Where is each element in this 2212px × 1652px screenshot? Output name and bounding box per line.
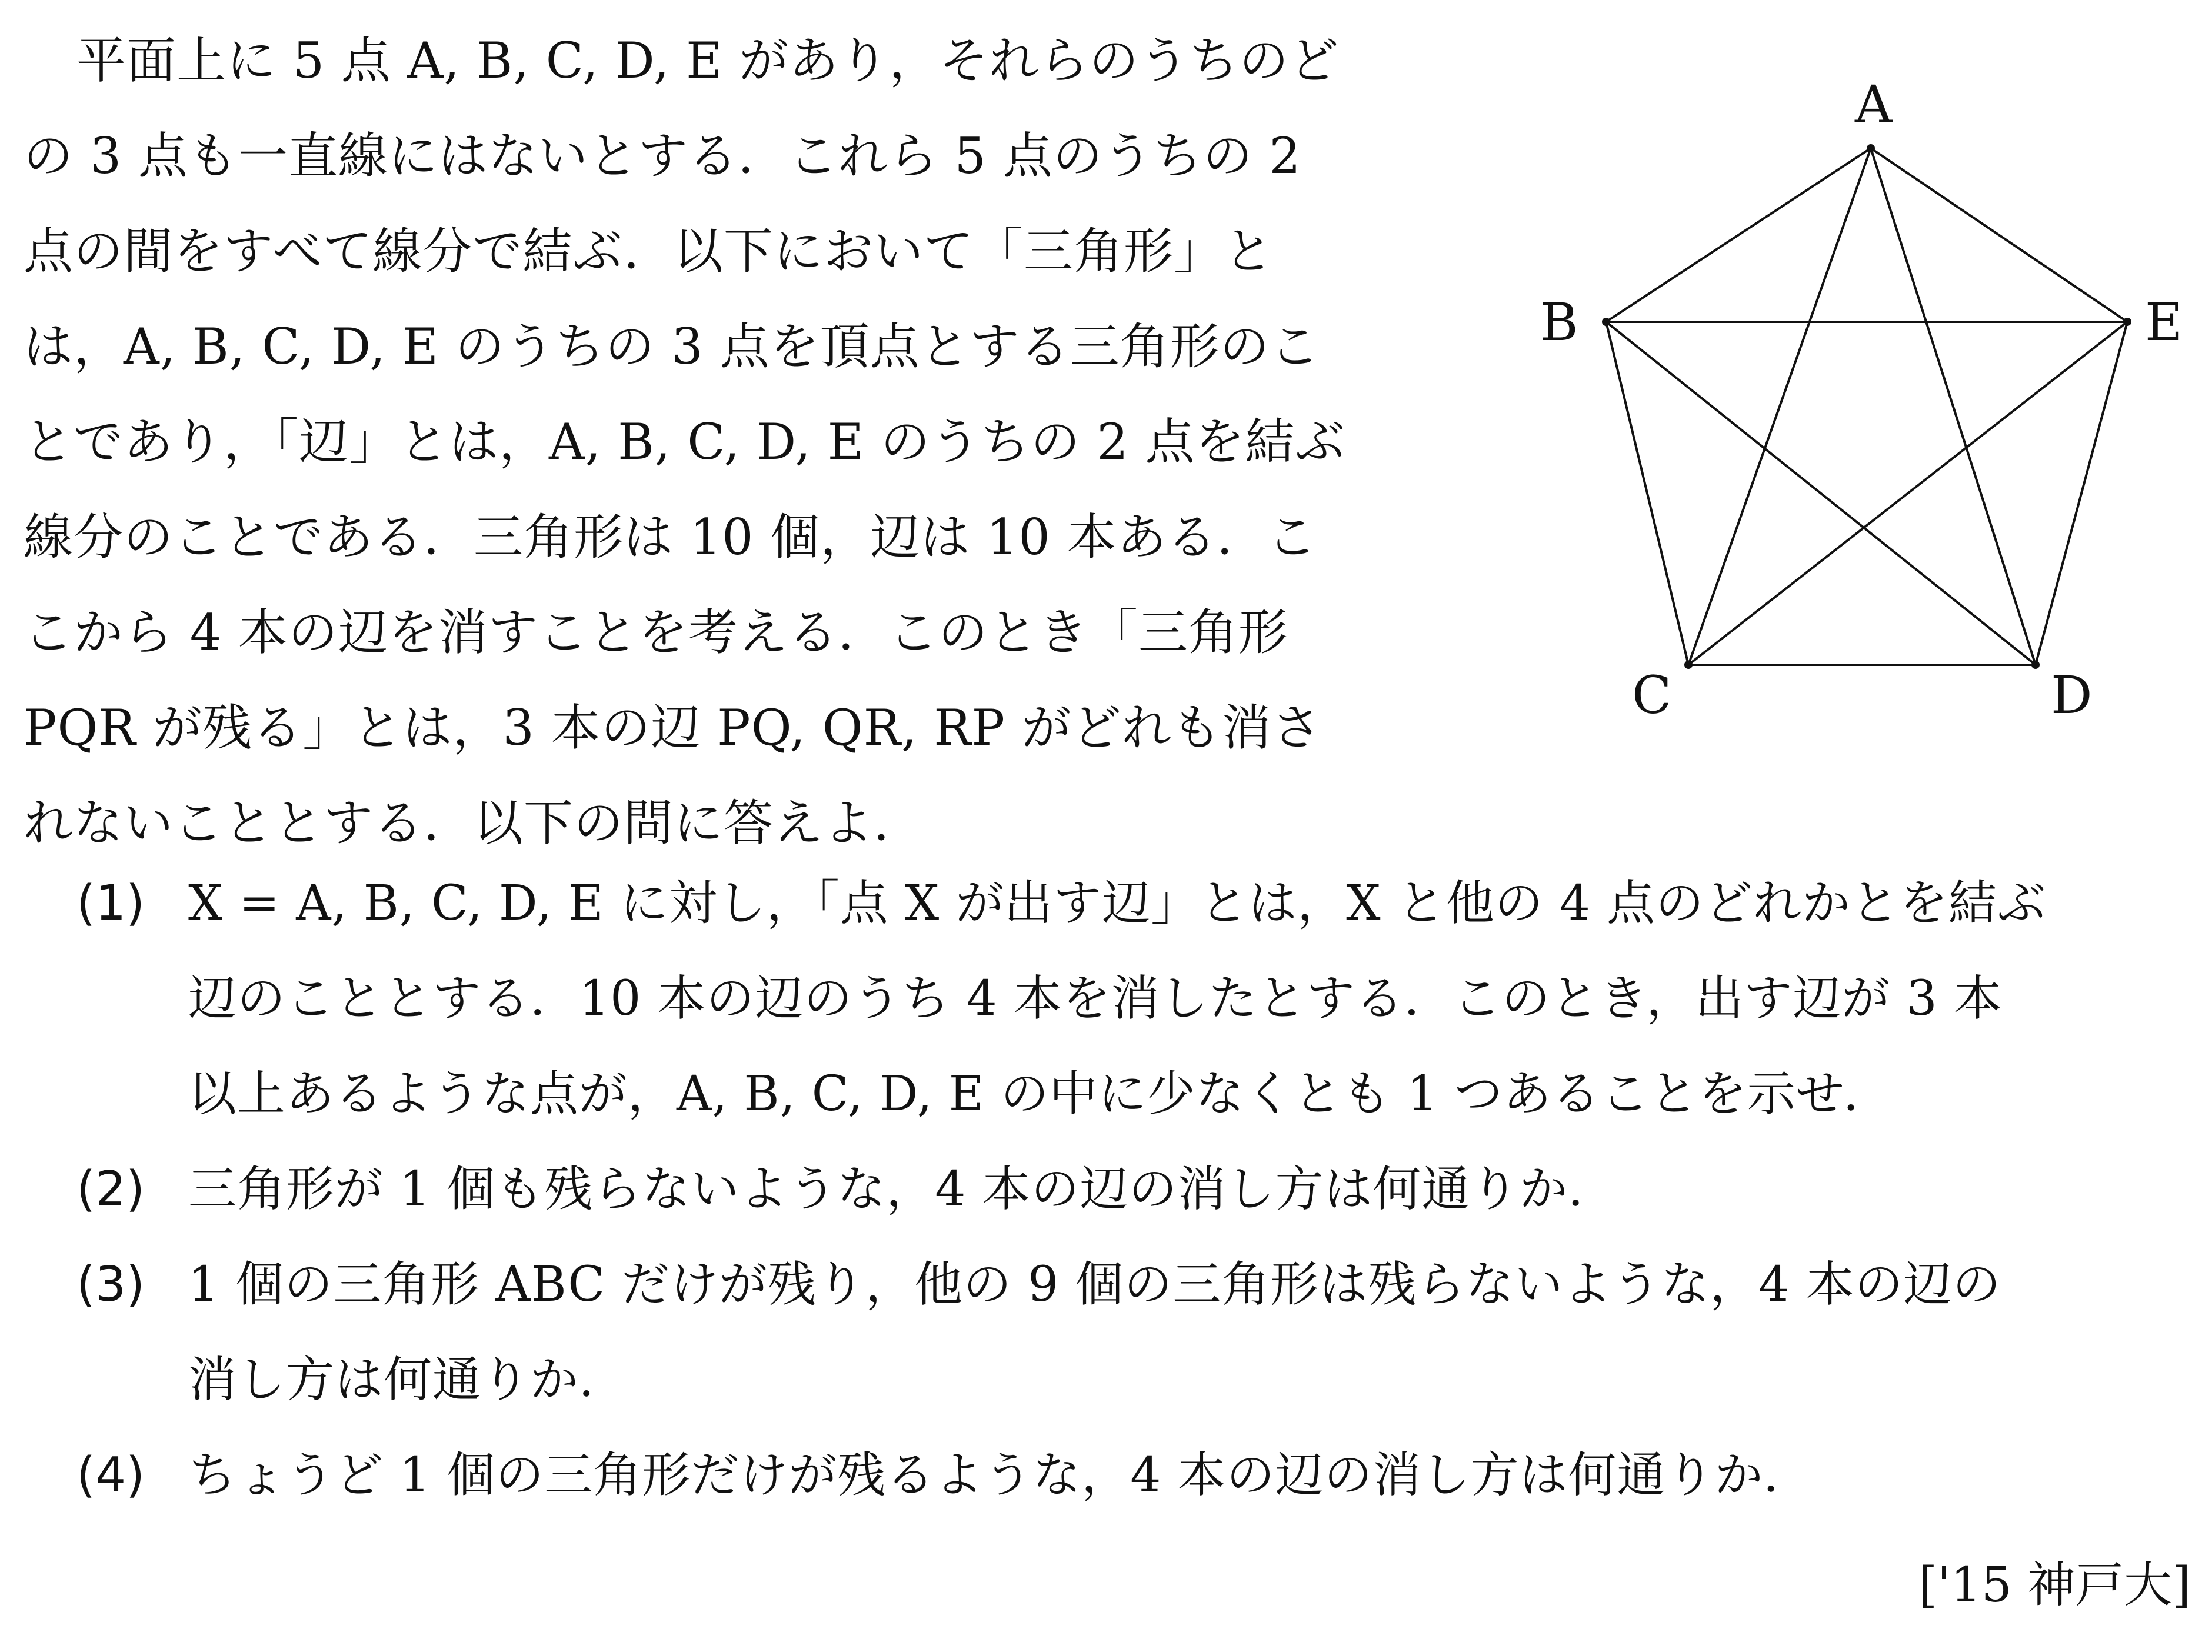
edge-ac [1688,148,1871,665]
vertex-label-d: D [2051,665,2093,725]
question-line: 消し方は何通りか． [188,1352,628,1408]
question-3 [76,1237,2194,1428]
vertex-a-dot [1867,144,1875,152]
edge-bd [1606,322,2036,665]
question-number: (2) [76,1161,145,1217]
source-citation: ['15 神戸大] [1918,1557,2191,1613]
question-number: (3) [76,1257,145,1313]
question-line: ちょうど 1 個の三角形だけが残るような，4 本の辺の消し方は何通りか． [188,1447,1813,1503]
vertex-label-c: C [1632,665,1672,725]
vertex-d-dot [2031,661,2040,669]
pentagon-figure [1530,71,2212,741]
edge-ad [1871,148,2036,665]
vertex-label-b: B [1540,292,1578,352]
question-line: 1 個の三角形 ABC だけが残り，他の 9 個の三角形は残らないような，4 本の辺の [188,1257,2001,1313]
question-number: (4) [76,1447,145,1503]
question-line: 三角形が 1 個も残らないような，4 本の辺の消し方は何通りか． [188,1161,1617,1217]
question-number: (1) [76,875,145,931]
vertex-c-dot [1684,661,1693,669]
graph-edges [1606,148,2127,665]
question-4 [76,1428,2194,1523]
graph-vertices [1602,144,2131,669]
question-line: 以上あるような点が，A, B, C, D, E の中に少なくとも 1 つあることを示せ． [188,1066,1893,1122]
edge-ce [1688,322,2127,665]
question-list [76,856,2194,1523]
statement-line: こから 4 本の辺を消すことを考える．このとき「三角形 [24,604,1288,661]
statement-line: の 3 点も一直線にはないとする．これら 5 点のうちの 2 [24,127,1301,185]
statement-line: とであり，「辺」とは，A, B, C, D, E のうちの 2 点を結ぶ [24,413,1345,471]
edge-de [2036,322,2127,665]
vertex-e-dot [2123,318,2131,326]
statement-line: は，A, B, C, D, E のうちの 3 点を頂点とする三角形のこ [24,318,1320,375]
statement-line: 点の間をすべて線分で結ぶ．以下において「三角形」と [24,222,1274,280]
question-1 [76,856,2194,1142]
vertex-b-dot [1602,318,1610,326]
complete-graph-diagram [1530,71,2212,741]
statement-line: れないこととする．以下の問に答えよ． [24,794,924,852]
vertex-label-a: A [1855,74,1893,135]
question-line: X = A, B, C, D, E に対し，「点 X が出す辺」とは，X と他の 4 点のどれかとを結ぶ [188,875,2047,931]
vertex-label-e: E [2145,292,2183,352]
statement-line: 線分のことである．三角形は 10 個，辺は 10 本ある．こ [24,508,1317,566]
question-2 [76,1142,2194,1237]
statement-line: 平面上に 5 点 A, B, C, D, E があり，それらのうちのど [76,32,1340,89]
edge-bc [1606,322,1688,665]
edge-ae [1871,148,2127,322]
problem-statement [24,13,1424,871]
question-line: 辺のこととする．10 本の辺のうち 4 本を消したとする．このとき，出す辺が 3 本 [188,971,2003,1027]
edge-ab [1606,148,1871,322]
statement-line: PQR が残る」とは，3 本の辺 PQ, QR, RP がどれも消さ [24,699,1322,757]
